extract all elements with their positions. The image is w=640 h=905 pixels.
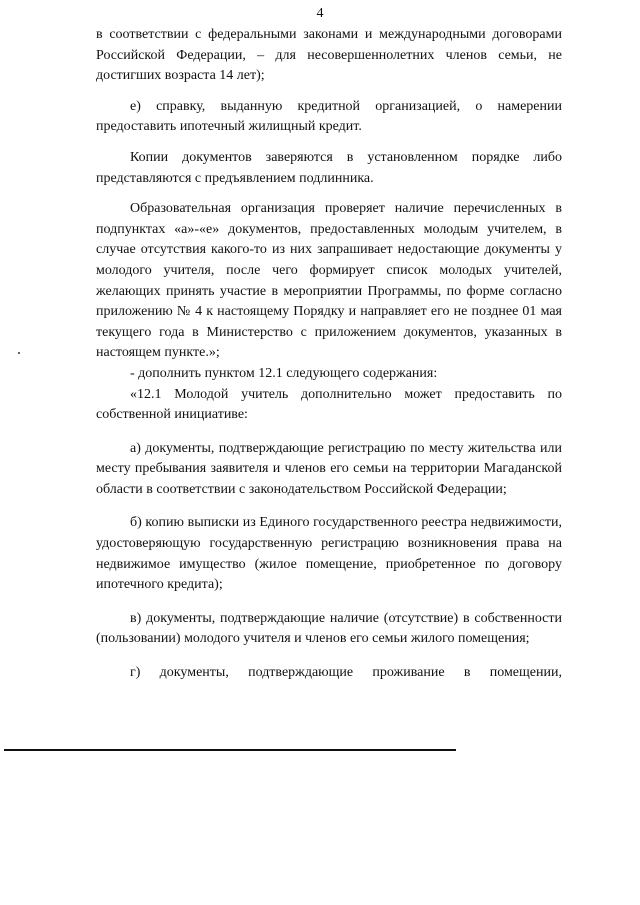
- page-number: 4: [316, 6, 324, 21]
- scan-speck: [18, 352, 20, 354]
- paragraph-item-e: е) справку, выданную кредитной организацией, о намерении предоставить ипотечный жилищный кредит.: [96, 98, 562, 135]
- paragraph-continuation: в соответствии с федеральными законами и международными договорами Российской Федерации, – для несовершеннолетних членов семьи, не достигших возраста 14 лет);: [96, 27, 562, 84]
- paragraph-copies: Копии документов заверяются в установленном порядке либо представляются с предъявлением подлинника.: [96, 149, 562, 186]
- paragraph-item-g: г) документы, подтверждающие проживание в помещении,: [130, 665, 562, 681]
- paragraph-item-a: а) документы, подтверждающие регистрацию по месту жительства или месту пребывания заявителя и членов его семьи на территории Магаданской области в соответствии с законодательством Российской Федерации;: [96, 440, 562, 497]
- paragraph-item-v: в) документы, подтверждающие наличие (отсутствие) в собственности (пользовании) молодого учителя и членов его семьи жилого помещения;: [96, 610, 562, 647]
- paragraph-organization-check: Образовательная организация проверяет наличие перечисленных в подпунктах «а»-«е» документов, предоставленных молодым учителем, в случае отсутствия какого-то из них запрашивает недостающие документы у молодого учителя, после чего формирует список молодых учителей, желающих принять участие в мероприятии Программы, по форме согласно приложению № 4 к настоящему Порядку и направляет его не позднее 01 мая текущего года в Министерство с приложением документов, указанных в настоящем пункте.»;: [96, 201, 562, 361]
- paragraph-item-b: б) копию выписки из Единого государственного реестра недвижимости, удостоверяющую государственную регистрацию возникновения права на недвижимое имущество (жилое помещение, приобретенное по договору ипотечного кредита);: [96, 515, 562, 593]
- paragraph-add-point: - дополнить пунктом 12.1 следующего содержания:: [130, 365, 438, 381]
- document-body: [96, 25, 562, 684]
- paragraph-point-12-1: «12.1 Молодой учитель дополнительно может предоставить по собственной инициативе:: [96, 386, 562, 423]
- footer-rule: [4, 749, 456, 751]
